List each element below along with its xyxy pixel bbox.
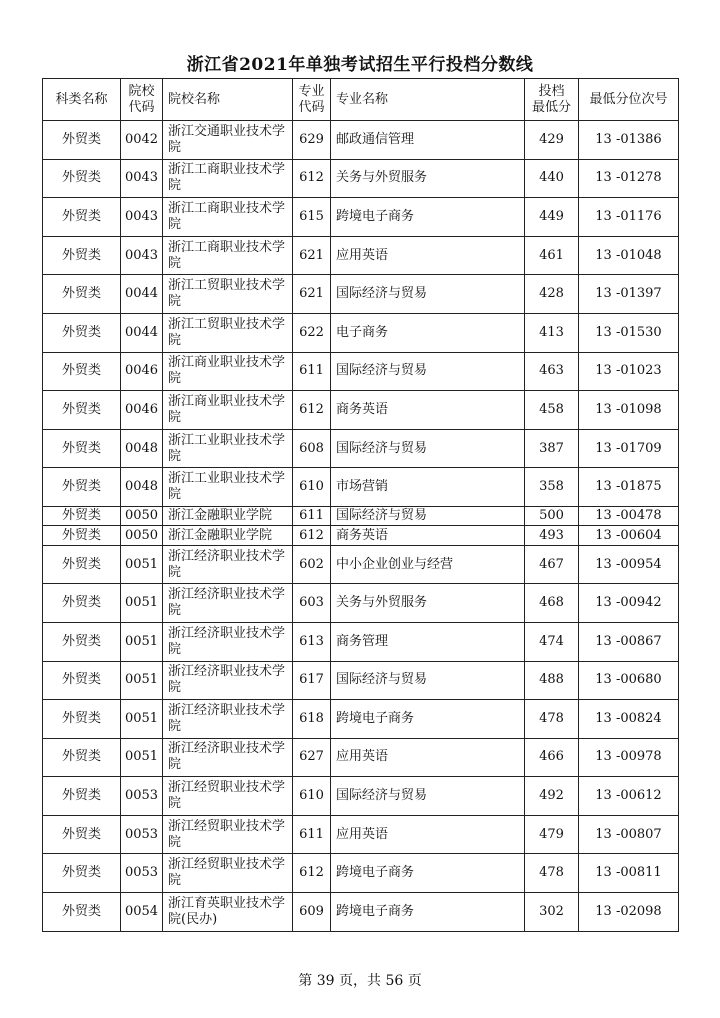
category-cell: 外贸类: [43, 526, 121, 545]
school-name-cell: 浙江工贸职业技术学院: [163, 313, 293, 352]
header-major-code-line2: 代码: [298, 99, 325, 115]
school-name-cell: 浙江育英职业技术学院(民办): [163, 893, 293, 932]
school-code-cell: 0043: [121, 159, 163, 198]
major-code-cell: 610: [293, 468, 331, 507]
school-name-cell: 浙江经济职业技术学院: [163, 661, 293, 700]
table-row: [43, 661, 679, 700]
major-code-cell: 621: [293, 275, 331, 314]
category-cell: 外贸类: [43, 391, 121, 430]
table-row: [43, 584, 679, 623]
header-school-code: [121, 79, 163, 121]
category-cell: 外贸类: [43, 198, 121, 237]
major-code-cell: 622: [293, 313, 331, 352]
min-rank-cell: 13 -00612: [579, 777, 679, 816]
school-name-cell: 浙江经济职业技术学院: [163, 584, 293, 623]
school-code-cell: 0050: [121, 506, 163, 525]
min-rank-cell: 13 -00978: [579, 738, 679, 777]
major-name-cell: 国际经济与贸易: [331, 777, 525, 816]
min-rank-cell: 13 -00824: [579, 700, 679, 739]
min-score-cell: 449: [525, 198, 579, 237]
school-name-cell: 浙江工商职业技术学院: [163, 198, 293, 237]
major-name-cell: 国际经济与贸易: [331, 506, 525, 525]
category-cell: 外贸类: [43, 275, 121, 314]
min-score-cell: 468: [525, 584, 579, 623]
major-name-cell: 邮政通信管理: [331, 121, 525, 160]
school-code-cell: 0053: [121, 815, 163, 854]
major-name-cell: 中小企业创业与经营: [331, 545, 525, 584]
school-name-cell: 浙江商业职业技术学院: [163, 391, 293, 430]
major-code-cell: 621: [293, 236, 331, 275]
table-row: [43, 236, 679, 275]
school-code-cell: 0051: [121, 584, 163, 623]
header-min-score-line2: 最低分: [531, 99, 571, 115]
header-min-rank: 最低分位次号: [579, 79, 679, 121]
major-name-cell: 应用英语: [331, 815, 525, 854]
header-category: 科类名称: [43, 79, 121, 121]
min-rank-cell: 13 -00942: [579, 584, 679, 623]
header-min-score-line1: 投档: [538, 83, 565, 99]
page-title: 浙江省2021年单独考试招生平行投档分数线: [186, 55, 534, 75]
category-cell: 外贸类: [43, 313, 121, 352]
min-rank-cell: 13 -00811: [579, 854, 679, 893]
min-score-cell: 478: [525, 700, 579, 739]
school-name-cell: 浙江经贸职业技术学院: [163, 815, 293, 854]
major-code-cell: 629: [293, 121, 331, 160]
school-code-cell: 0048: [121, 429, 163, 468]
min-score-cell: 302: [525, 893, 579, 932]
header-school-name: 院校名称: [163, 79, 293, 121]
school-code-cell: 0050: [121, 526, 163, 545]
min-rank-cell: 13 -00478: [579, 506, 679, 525]
table-row: [43, 545, 679, 584]
table-row: [43, 391, 679, 430]
school-name-cell: 浙江经济职业技术学院: [163, 622, 293, 661]
major-code-cell: 602: [293, 545, 331, 584]
school-name-cell: 浙江金融职业学院: [163, 526, 293, 545]
category-cell: 外贸类: [43, 121, 121, 160]
min-score-cell: 467: [525, 545, 579, 584]
min-score-cell: 440: [525, 159, 579, 198]
major-name-cell: 应用英语: [331, 738, 525, 777]
category-cell: 外贸类: [43, 236, 121, 275]
major-name-cell: 国际经济与贸易: [331, 275, 525, 314]
major-name-cell: 关务与外贸服务: [331, 584, 525, 623]
header-major-name: 专业名称: [331, 79, 525, 121]
table-row: [43, 738, 679, 777]
table-row: [43, 893, 679, 932]
major-code-cell: 627: [293, 738, 331, 777]
school-code-cell: 0051: [121, 622, 163, 661]
school-name-cell: 浙江金融职业学院: [163, 506, 293, 525]
min-rank-cell: 13 -01098: [579, 391, 679, 430]
category-cell: 外贸类: [43, 815, 121, 854]
school-code-cell: 0046: [121, 352, 163, 391]
major-name-cell: 跨境电子商务: [331, 700, 525, 739]
table-row: [43, 700, 679, 739]
category-cell: 外贸类: [43, 352, 121, 391]
school-code-cell: 0043: [121, 236, 163, 275]
school-name-cell: 浙江经济职业技术学院: [163, 738, 293, 777]
major-name-cell: 商务管理: [331, 622, 525, 661]
category-cell: 外贸类: [43, 622, 121, 661]
school-name-cell: 浙江工业职业技术学院: [163, 429, 293, 468]
major-name-cell: 电子商务: [331, 313, 525, 352]
min-rank-cell: 13 -02098: [579, 893, 679, 932]
school-code-cell: 0048: [121, 468, 163, 507]
school-code-cell: 0051: [121, 700, 163, 739]
header-major-code-line1: 专业: [298, 83, 325, 99]
school-code-cell: 0054: [121, 893, 163, 932]
min-score-cell: 500: [525, 506, 579, 525]
major-code-cell: 611: [293, 506, 331, 525]
min-rank-cell: 13 -01530: [579, 313, 679, 352]
page-footer: 第 39 页，共 56 页: [298, 973, 422, 989]
school-code-cell: 0043: [121, 198, 163, 237]
category-cell: 外贸类: [43, 545, 121, 584]
admission-score-table: [42, 78, 679, 932]
table-header-row: [43, 79, 679, 121]
major-name-cell: 跨境电子商务: [331, 854, 525, 893]
min-score-cell: 429: [525, 121, 579, 160]
major-name-cell: 商务英语: [331, 391, 525, 430]
school-name-cell: 浙江交通职业技术学院: [163, 121, 293, 160]
category-cell: 外贸类: [43, 159, 121, 198]
major-code-cell: 612: [293, 391, 331, 430]
school-code-cell: 0051: [121, 545, 163, 584]
major-code-cell: 609: [293, 893, 331, 932]
min-score-cell: 492: [525, 777, 579, 816]
major-code-cell: 617: [293, 661, 331, 700]
major-code-cell: 611: [293, 815, 331, 854]
header-school-code-line2: 代码: [128, 99, 155, 115]
major-name-cell: 国际经济与贸易: [331, 352, 525, 391]
school-code-cell: 0051: [121, 661, 163, 700]
major-code-cell: 612: [293, 854, 331, 893]
school-name-cell: 浙江工商职业技术学院: [163, 236, 293, 275]
school-name-cell: 浙江经济职业技术学院: [163, 700, 293, 739]
category-cell: 外贸类: [43, 700, 121, 739]
major-code-cell: 612: [293, 526, 331, 545]
min-rank-cell: 13 -00807: [579, 815, 679, 854]
min-score-cell: 479: [525, 815, 579, 854]
table-row: [43, 777, 679, 816]
category-cell: 外贸类: [43, 468, 121, 507]
min-score-cell: 493: [525, 526, 579, 545]
min-score-cell: 387: [525, 429, 579, 468]
min-score-cell: 358: [525, 468, 579, 507]
school-name-cell: 浙江工商职业技术学院: [163, 159, 293, 198]
table-row: [43, 526, 679, 545]
category-cell: 外贸类: [43, 777, 121, 816]
school-name-cell: 浙江工贸职业技术学院: [163, 275, 293, 314]
min-rank-cell: 13 -01397: [579, 275, 679, 314]
header-school-code-line1: 院校: [128, 83, 155, 99]
major-name-cell: 跨境电子商务: [331, 893, 525, 932]
min-rank-cell: 13 -00680: [579, 661, 679, 700]
min-score-cell: 474: [525, 622, 579, 661]
min-score-cell: 458: [525, 391, 579, 430]
school-name-cell: 浙江经贸职业技术学院: [163, 854, 293, 893]
major-code-cell: 610: [293, 777, 331, 816]
major-code-cell: 608: [293, 429, 331, 468]
major-name-cell: 国际经济与贸易: [331, 661, 525, 700]
min-rank-cell: 13 -01023: [579, 352, 679, 391]
school-name-cell: 浙江商业职业技术学院: [163, 352, 293, 391]
major-name-cell: 跨境电子商务: [331, 198, 525, 237]
major-code-cell: 611: [293, 352, 331, 391]
school-code-cell: 0053: [121, 777, 163, 816]
table-row: [43, 313, 679, 352]
table-row: [43, 198, 679, 237]
school-code-cell: 0042: [121, 121, 163, 160]
table-row: [43, 854, 679, 893]
header-min-score: [525, 79, 579, 121]
category-cell: 外贸类: [43, 661, 121, 700]
min-rank-cell: 13 -01386: [579, 121, 679, 160]
min-rank-cell: 13 -01875: [579, 468, 679, 507]
school-code-cell: 0044: [121, 275, 163, 314]
major-name-cell: 商务英语: [331, 526, 525, 545]
major-code-cell: 615: [293, 198, 331, 237]
min-rank-cell: 13 -01278: [579, 159, 679, 198]
school-code-cell: 0053: [121, 854, 163, 893]
min-score-cell: 478: [525, 854, 579, 893]
school-code-cell: 0046: [121, 391, 163, 430]
major-code-cell: 613: [293, 622, 331, 661]
school-name-cell: 浙江工业职业技术学院: [163, 468, 293, 507]
school-code-cell: 0044: [121, 313, 163, 352]
major-name-cell: 市场营销: [331, 468, 525, 507]
school-name-cell: 浙江经济职业技术学院: [163, 545, 293, 584]
min-rank-cell: 13 -01709: [579, 429, 679, 468]
min-score-cell: 461: [525, 236, 579, 275]
major-code-cell: 618: [293, 700, 331, 739]
major-name-cell: 应用英语: [331, 236, 525, 275]
min-rank-cell: 13 -00867: [579, 622, 679, 661]
major-code-cell: 603: [293, 584, 331, 623]
category-cell: 外贸类: [43, 854, 121, 893]
min-rank-cell: 13 -01176: [579, 198, 679, 237]
min-rank-cell: 13 -01048: [579, 236, 679, 275]
school-name-cell: 浙江经贸职业技术学院: [163, 777, 293, 816]
table-body: [43, 121, 679, 932]
header-major-code: [293, 79, 331, 121]
min-score-cell: 488: [525, 661, 579, 700]
min-rank-cell: 13 -00954: [579, 545, 679, 584]
school-code-cell: 0051: [121, 738, 163, 777]
table-row: [43, 815, 679, 854]
table-row: [43, 468, 679, 507]
table-row: [43, 352, 679, 391]
category-cell: 外贸类: [43, 584, 121, 623]
table-row: [43, 622, 679, 661]
table-row: [43, 121, 679, 160]
major-name-cell: 关务与外贸服务: [331, 159, 525, 198]
table-row: [43, 159, 679, 198]
category-cell: 外贸类: [43, 738, 121, 777]
category-cell: 外贸类: [43, 893, 121, 932]
table-row: [43, 506, 679, 525]
min-score-cell: 413: [525, 313, 579, 352]
min-rank-cell: 13 -00604: [579, 526, 679, 545]
major-code-cell: 612: [293, 159, 331, 198]
min-score-cell: 463: [525, 352, 579, 391]
min-score-cell: 466: [525, 738, 579, 777]
category-cell: 外贸类: [43, 429, 121, 468]
major-name-cell: 国际经济与贸易: [331, 429, 525, 468]
table-row: [43, 275, 679, 314]
min-score-cell: 428: [525, 275, 579, 314]
table-row: [43, 429, 679, 468]
category-cell: 外贸类: [43, 506, 121, 525]
